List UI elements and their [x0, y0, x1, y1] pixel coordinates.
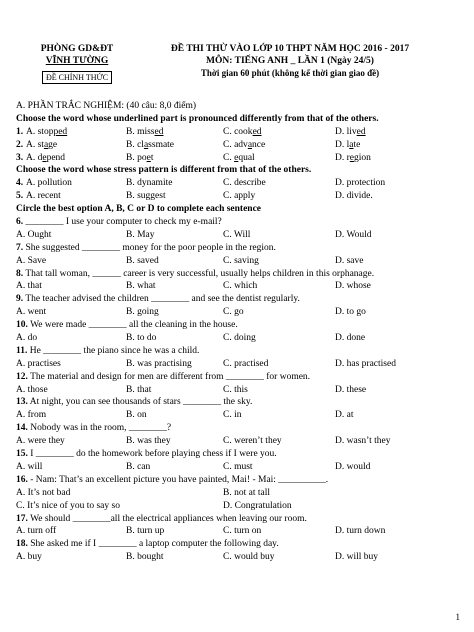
answer-option: B. was practising: [126, 358, 192, 369]
answer-option: C. practised: [223, 358, 269, 369]
answer-option: A. will: [16, 461, 43, 472]
answer-option: A. Save: [16, 255, 47, 266]
question-number: 1.: [16, 126, 24, 137]
question-number: 17.: [16, 513, 28, 524]
options-row: [16, 487, 464, 500]
option-text: te: [353, 139, 361, 150]
answer-option: A. that: [16, 281, 42, 292]
question-stem: [16, 474, 464, 487]
options-row: [16, 461, 464, 474]
question-row: [16, 190, 464, 203]
department-name: PHÒNG GD&ĐT: [40, 44, 114, 54]
option-text: ssmate: [148, 139, 175, 150]
answer-option: C. apply: [223, 191, 256, 202]
option-text: D. r: [335, 152, 350, 163]
underlined-part: e: [234, 152, 239, 163]
answer-option: B. what: [126, 281, 156, 292]
answer-option: D. at: [335, 410, 354, 421]
instruction-line: [16, 113, 464, 126]
question-number: 2.: [16, 139, 24, 150]
answer-option: D. whose: [335, 281, 371, 292]
option-text: ge: [48, 139, 58, 150]
answer-option: B. May: [126, 229, 155, 240]
underlined-part: a: [349, 139, 354, 150]
instruction-line: [16, 164, 464, 177]
question-number: 16.: [16, 474, 28, 485]
answer-option: [335, 152, 371, 165]
option-text: pend: [46, 152, 66, 163]
options-row: [16, 229, 464, 242]
question-stem: [16, 293, 464, 306]
underlined-part: e: [349, 152, 354, 163]
answer-option: D. save: [335, 255, 364, 266]
question-text: The teacher advised the children ________ and see the dentist regularly.: [23, 294, 300, 305]
answer-option: B. going: [126, 307, 159, 318]
answer-option: C. It’s nice of you to say so: [16, 500, 120, 511]
question-number: 7.: [16, 242, 24, 253]
answer-option: [26, 152, 65, 165]
answer-option: C. go: [223, 307, 244, 318]
answer-option: A. those: [16, 384, 48, 395]
answer-option: A. Ought: [16, 229, 52, 240]
answer-option: B. that: [126, 384, 152, 395]
question-text: - Nam: That’s an excellent picture you have painted, Mai! - Mai: __________.: [27, 474, 329, 485]
question-stem: [16, 268, 464, 281]
question-number: 3.: [16, 152, 24, 163]
underlined-part: ed: [154, 126, 164, 137]
options-row: [16, 255, 464, 268]
answer-option: A. turn off: [16, 526, 57, 537]
options-row: [16, 409, 464, 422]
options-row: [16, 551, 464, 564]
answer-option: B. suggest: [126, 191, 166, 202]
answer-option: B. saved: [126, 255, 159, 266]
question-stem: [16, 371, 464, 384]
question-number: 9.: [16, 294, 24, 305]
question-row: [16, 152, 464, 165]
answer-option: B. to do: [126, 333, 157, 344]
answer-option: [223, 139, 265, 152]
question-number: 8.: [16, 268, 24, 279]
question-stem: [16, 396, 464, 409]
option-text: C.: [223, 152, 235, 163]
option-text: D. l: [335, 139, 350, 150]
question-text: The material and design for men are different from ________ for women.: [27, 371, 311, 382]
answer-option: [126, 126, 163, 139]
answer-option: D. will buy: [335, 552, 379, 563]
school-name: VĨNH TƯỜNG: [45, 56, 109, 66]
underlined-part: ed: [252, 126, 262, 137]
answer-option: A. It’s not bad: [16, 487, 71, 498]
option-text: qual: [238, 152, 255, 163]
answer-option: [126, 139, 174, 152]
section-a-title: A. PHẦN TRẮC NGHIỆM: (40 câu: 8,0 điểm): [16, 101, 197, 111]
question-row: [16, 126, 464, 139]
option-text: D. liv: [335, 126, 357, 137]
options-row: [16, 306, 464, 319]
question-text: We were made ________ all the cleaning in the house.: [27, 320, 238, 331]
question-text: We should ________all the electrical appliances when leaving our room.: [27, 513, 307, 524]
option-text: t: [150, 152, 154, 163]
answer-option: C. this: [223, 384, 248, 395]
option-text: A. d: [26, 152, 43, 163]
answer-option: C. describe: [223, 178, 266, 189]
question-row: [16, 177, 464, 190]
option-text: B. miss: [126, 126, 155, 137]
answer-option: B. dynamite: [126, 178, 173, 189]
answer-option: A. recent: [26, 191, 61, 202]
question-number: 18.: [16, 539, 28, 550]
answer-option: A. practises: [16, 358, 61, 369]
underlined-part: e: [146, 152, 151, 163]
question-stem: [16, 538, 464, 551]
answer-option: D. these: [335, 384, 367, 395]
answer-option: C. doing: [223, 333, 256, 344]
underlined-part: a: [43, 139, 49, 150]
instruction-circle: Circle the best option A, B, C or D to complete each sentence: [16, 204, 262, 215]
exam-content: [16, 100, 464, 564]
question-number: 4.: [16, 178, 24, 189]
answer-option: D. has practised: [335, 358, 396, 369]
options-row: [16, 384, 464, 397]
question-stem: [16, 448, 464, 461]
exam-title: ĐỀ THI THỬ VÀO LỚP 10 THPT NĂM HỌC 2016 - 2017: [170, 44, 410, 54]
answer-option: D. Would: [335, 229, 372, 240]
underlined-part: ped: [53, 126, 68, 137]
answer-option: C. Will: [223, 229, 251, 240]
answer-option: [26, 126, 67, 139]
question-stem: [16, 319, 464, 332]
answer-option: B. on: [126, 410, 147, 421]
answer-option: A. do: [16, 333, 38, 344]
option-text: nce: [252, 139, 266, 150]
answer-option: D. would: [335, 461, 371, 472]
question-text: Nobody was in the room, ________?: [27, 423, 172, 434]
options-row: [16, 332, 464, 345]
question-number: 15.: [16, 449, 28, 460]
answer-option: [223, 152, 255, 165]
answer-option: [223, 126, 262, 139]
instruction-stress: Choose the word whose stress pattern is different from that of the others.: [16, 165, 312, 176]
section-heading: [16, 100, 464, 113]
option-text: C. adv: [223, 139, 248, 150]
school-header: [34, 43, 120, 85]
answer-option: B. bought: [126, 552, 164, 563]
answer-option: A. from: [16, 410, 47, 421]
instruction-pronunciation: Choose the word whose underlined part is pronounced differently from that of the others.: [16, 113, 379, 124]
answer-option: D. wasn’t they: [335, 436, 391, 447]
answer-option: C. must: [223, 461, 253, 472]
question-row: [16, 139, 464, 152]
answer-option: D. divide.: [335, 191, 373, 202]
option-text: gion: [354, 152, 371, 163]
answer-option: A. buy: [16, 552, 42, 563]
answer-option: A. went: [16, 307, 47, 318]
answer-option: B. turn up: [126, 526, 165, 537]
question-stem: [16, 422, 464, 435]
page-number: 1: [455, 612, 460, 622]
options-row: [16, 435, 464, 448]
option-text: C. cook: [223, 126, 253, 137]
option-text: B. po: [126, 152, 147, 163]
option-text: B. cl: [126, 139, 144, 150]
answer-option: C. saving: [223, 255, 259, 266]
question-number: 14.: [16, 423, 28, 434]
option-text: A. st: [26, 139, 44, 150]
question-text: She suggested ________ money for the poor people in the region.: [23, 242, 276, 253]
exam-subject: MÔN: TIẾNG ANH _ LẦN 1 (Ngày 24/5): [206, 56, 374, 66]
question-text: That tall woman, ______ career is very successful, usually helps children in this orphanage.: [23, 268, 375, 279]
options-row: [16, 280, 464, 293]
question-stem: [16, 345, 464, 358]
instruction-line: [16, 203, 464, 216]
question-text: At night, you can see thousands of stars ________ the sky.: [27, 397, 253, 408]
underlined-part: ed: [356, 126, 366, 137]
question-number: 10.: [16, 320, 28, 331]
question-number: 13.: [16, 397, 28, 408]
question-number: 5.: [16, 191, 24, 202]
answer-option: [26, 139, 57, 152]
underlined-part: a: [247, 139, 253, 150]
answer-option: C. weren’t they: [223, 436, 282, 447]
official-label-box: ĐỀ CHÍNH THỨC: [42, 71, 112, 84]
answer-option: D. done: [335, 333, 366, 344]
exam-header: [140, 43, 440, 80]
answer-option: B. was they: [126, 436, 171, 447]
question-number: 11.: [16, 345, 28, 356]
answer-option: B. can: [126, 461, 151, 472]
answer-option: A. pollution: [26, 178, 72, 189]
answer-option: D. protection: [335, 178, 386, 189]
answer-option: D. turn down: [335, 526, 386, 537]
answer-option: [335, 126, 366, 139]
question-stem: [16, 216, 464, 229]
answer-option: C. which: [223, 281, 258, 292]
answer-option: D. to go: [335, 307, 366, 318]
underlined-part: e: [42, 152, 47, 163]
answer-option: A. were they: [16, 436, 65, 447]
options-row: [16, 358, 464, 371]
answer-option: B. not at tall: [223, 487, 270, 498]
answer-option: D. Congratulation: [223, 500, 292, 511]
exam-time: Thời gian 60 phút (không kể thời gian giao đề): [200, 68, 380, 78]
question-stem: [16, 242, 464, 255]
question-number: 6.: [16, 217, 24, 228]
answer-option: C. in: [223, 410, 242, 421]
question-text: She asked me if I ________ a laptop computer the following day.: [27, 539, 279, 550]
option-text: A. stop: [26, 126, 54, 137]
answer-option: C. would buy: [223, 552, 275, 563]
underlined-part: a: [143, 139, 149, 150]
options-row: [16, 500, 464, 513]
answer-option: C. turn on: [223, 526, 262, 537]
question-text: I ________ do the homework before playing chess if I were you.: [27, 449, 277, 460]
answer-option: [126, 152, 153, 165]
question-number: 12.: [16, 371, 28, 382]
question-text: He ________ the piano since he was a child.: [27, 345, 200, 356]
answer-option: [335, 139, 360, 152]
question-stem: [16, 513, 464, 526]
question-text: ________ I use your computer to check my e-mail?: [23, 217, 222, 228]
options-row: [16, 525, 464, 538]
